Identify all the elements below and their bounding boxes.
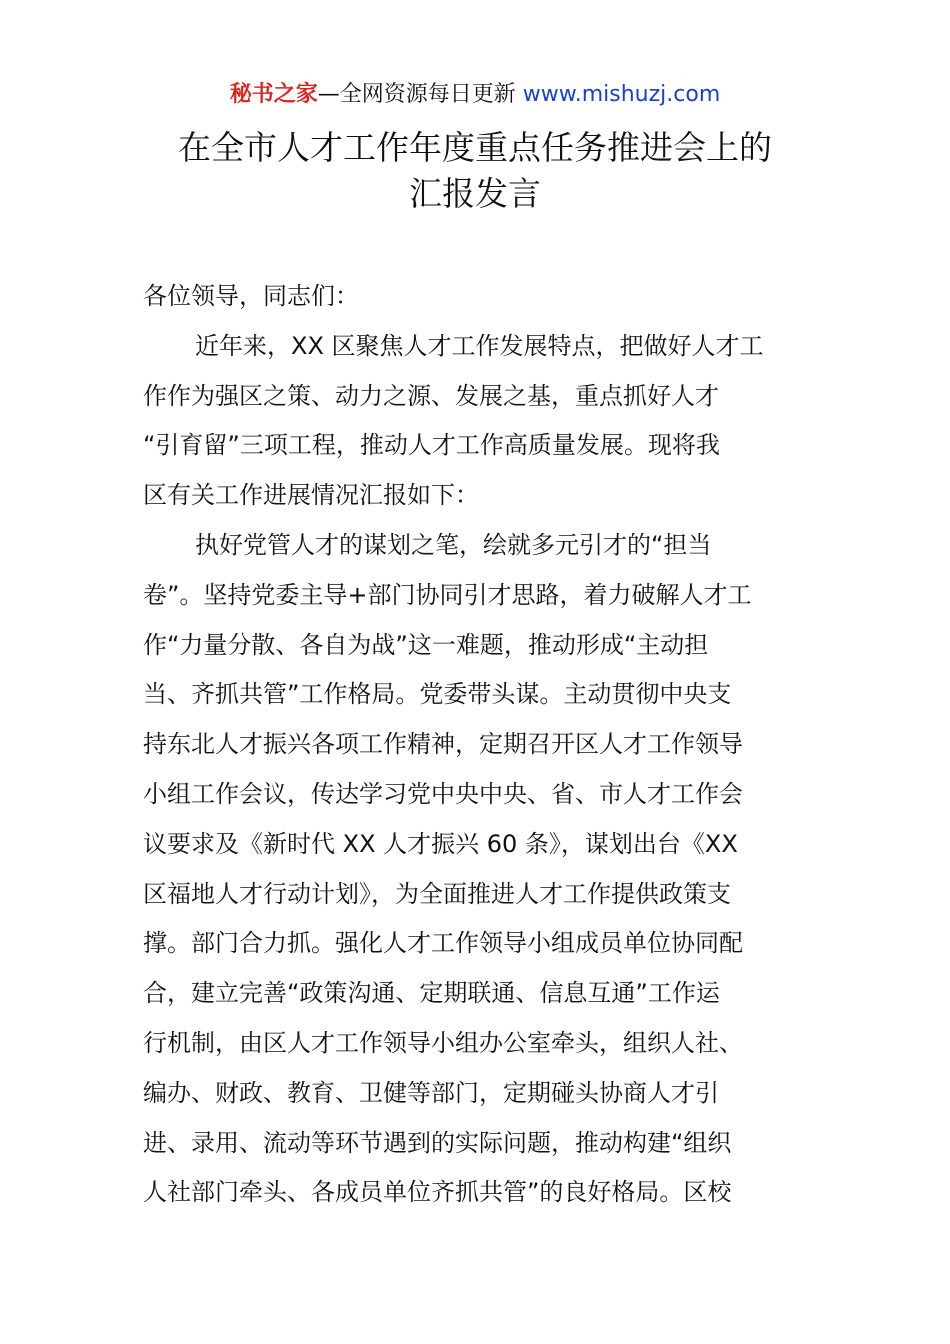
paragraph-line: 议要求及《新时代 XX 人才振兴 60 条》，谋划出台《XX (143, 829, 738, 858)
paragraph-line: 撑。部门合力抓。强化人才工作领导小组成员单位协同配 (143, 929, 743, 958)
paragraph-line: “引育留”三项工程，推动人才工作高质量发展。现将我 (143, 431, 720, 460)
paragraph-line: 合，建立完善“政策沟通、定期联通、信息互通”工作运 (143, 979, 720, 1008)
paragraph-line: 持东北人才振兴各项工作精神，定期召开区人才工作领导 (143, 730, 743, 759)
paragraph-line: 区有关工作进展情况汇报如下： (143, 481, 479, 510)
site-header (0, 80, 950, 110)
greeting: 各位领导，同志们： (143, 282, 359, 310)
paragraph-line: 行机制，由区人才工作领导小组办公室牵头，组织人社、 (143, 1028, 743, 1057)
document-title (0, 125, 950, 217)
title-line-2: 汇报发言 (409, 174, 541, 213)
paragraph-line: 当、齐抓共管”工作格局。党委带头谋。主动贯彻中央支 (143, 680, 732, 709)
header-tagline: —全网资源每日更新 (317, 82, 523, 107)
title-line-1: 在全市人才工作年度重点任务推进会上的 (178, 128, 772, 167)
document-body (143, 272, 813, 1218)
paragraph-line: 进、录用、流动等环节遇到的实际问题，推动构建“组织 (143, 1128, 732, 1157)
paragraph-line: 人社部门牵头、各成员单位齐抓共管”的良好格局。区校 (143, 1178, 732, 1207)
paragraph-line: 编办、财政、教育、卫健等部门，定期碰头协商人才引 (143, 1078, 719, 1107)
paragraph-line: 作作为强区之策、动力之源、发展之基，重点抓好人才 (143, 381, 719, 410)
brand-name: 秘书之家 (229, 82, 318, 107)
paragraph-line: 小组工作会议，传达学习党中央中央、省、市人才工作会 (143, 779, 743, 808)
paragraph-line: 卷”。坚持党委主导+部门协同引才思路，着力破解人才工 (143, 580, 752, 609)
paragraph-line: 区福地人才行动计划》，为全面推进人才工作提供政策支 (143, 879, 731, 908)
paragraph-line: 近年来，XX 区聚焦人才工作发展特点，把做好人才工 (195, 331, 764, 360)
paragraph-line: 执好党管人才的谋划之笔，绘就多元引才的“担当 (195, 530, 712, 559)
site-url-link[interactable]: www.mishuzj.com (522, 82, 721, 107)
paragraph-line: 作“力量分散、各自为战”这一难题，推动形成“主动担 (143, 630, 709, 659)
